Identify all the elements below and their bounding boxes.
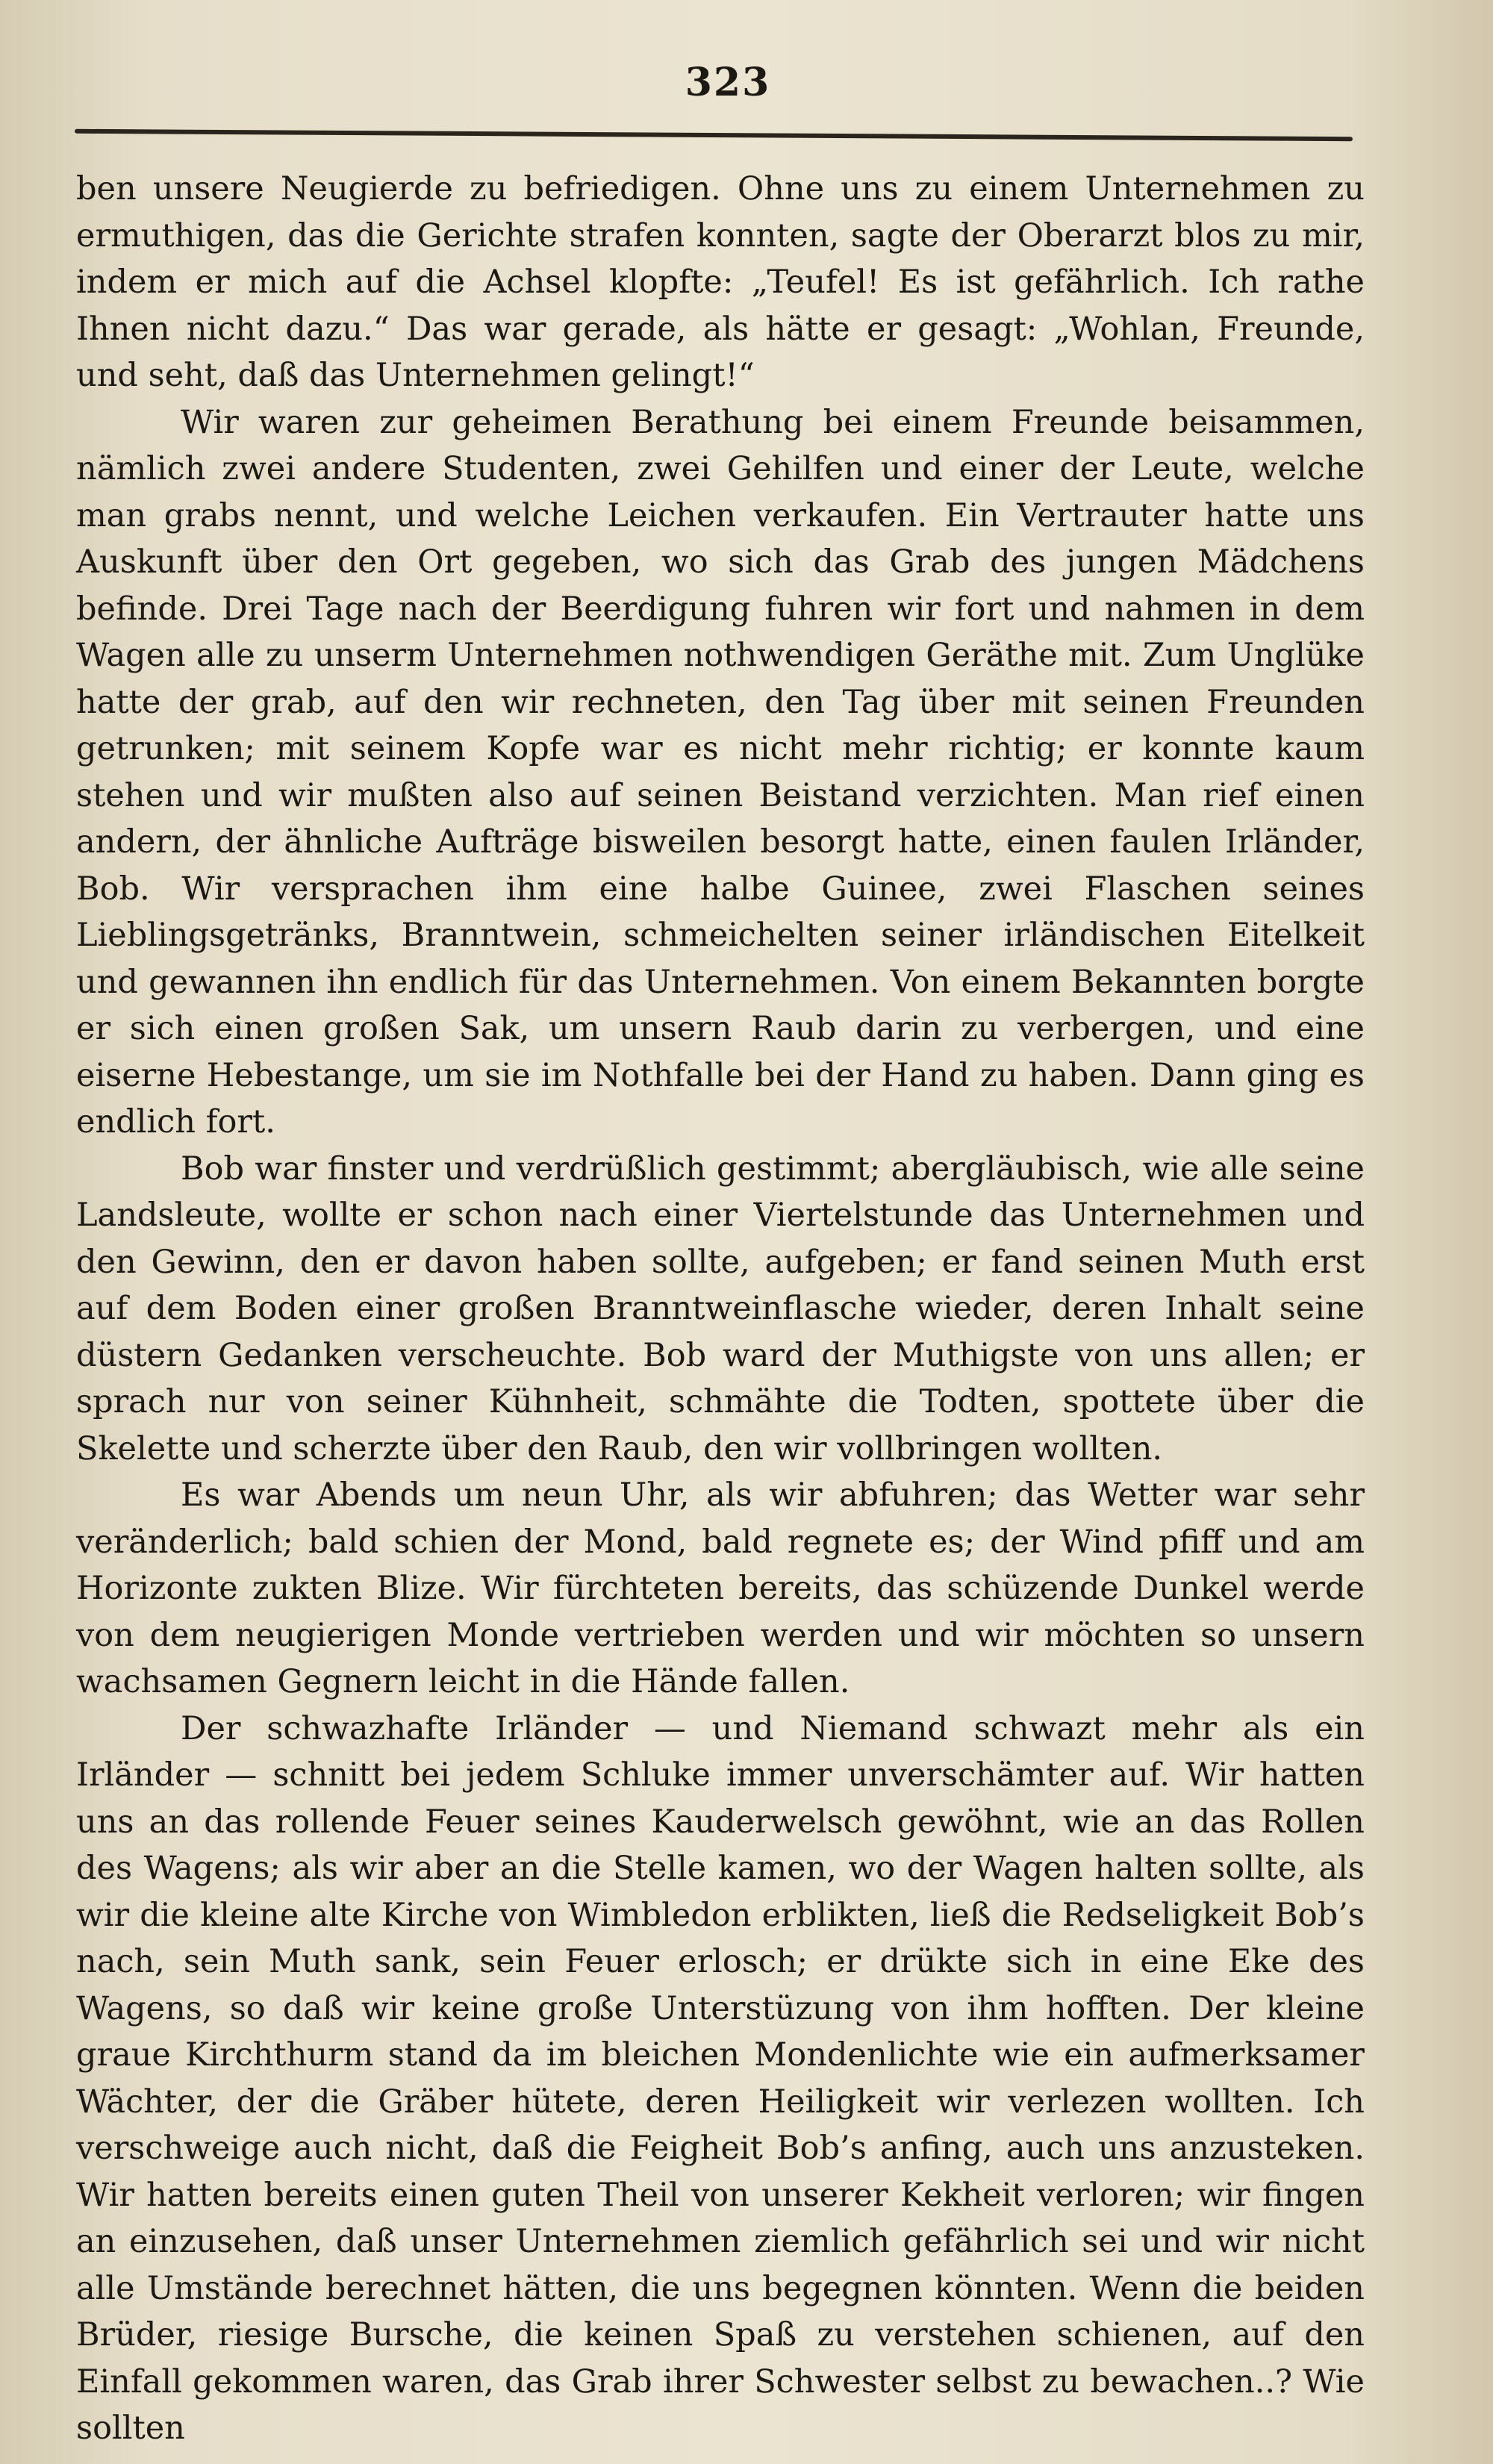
paragraph-5: Der schwazhafte Irländer — und Niemand schwazt mehr als ein Irländer — schnitt bei jedem Schluke immer unverschämter auf. Wir hatten uns an das rollende Feuer seines Kauderwelsch gewöhnt, wie an das Rollen des Wagens; als wir aber an die Stelle kamen, wo der Wagen halten sollte, als wir die kleine alte Kirche von Wimbledon erblikten, ließ die Redseligkeit Bob’s nach, sein Muth sank, sein Feuer erlosch; er drükte sich in eine Eke des Wagens, so daß wir keine große Unterstüzung von ihm hofften. Der kleine graue Kirchthurm stand da im bleichen Mondenlichte wie ein aufmerksamer Wächter, der die Gräber hütete, deren Heiligkeit wir verlezen wollten. Ich verschweige auch nicht, daß die Feigheit Bob’s anfing, auch uns anzusteken. Wir hatten bereits einen guten Theil von unserer Kekheit verloren; wir fingen an einzusehen, daß unser Unternehmen ziemlich gefährlich sei und wir nicht alle Umstände berechnet hätten, die uns begegnen könnten. Wenn die beiden Brüder, riesige Bursche, die keinen Spaß zu verstehen schienen, auf den Einfall gekommen waren, das Grab ihrer Schwester selbst zu bewachen..? Wie sollten (76, 1709, 1365, 2447)
page-number: 323 (685, 60, 771, 105)
body-text (76, 166, 1365, 2452)
paragraph-3: Bob war finster und verdrüßlich gestimmt; abergläubisch, wie alle seine Landsleute, wollte er schon nach einer Viertelstunde das Unternehmen und den Gewinn, den er davon haben sollte, aufgeben; er fand seinen Muth erst auf dem Boden einer großen Branntweinflasche wieder, deren Inhalt seine düstern Gedanken verscheuchte. Bob ward der Muthigste von uns allen; er sprach nur von seiner Kühnheit, schmähte die Todten, spottete über die Skelette und scherzte über den Raub, den wir vollbringen wollten. (76, 1150, 1365, 1468)
header-rule (75, 129, 1353, 141)
paragraph-4: Es war Abends um neun Uhr, als wir abfuhren; das Wetter war sehr veränderlich; bald schien der Mond, bald regnete es; der Wind pfiff und am Horizonte zukten Blize. Wir fürchteten bereits, das schüzende Dunkel werde von dem neugierigen Monde vertrieben werden und wir möchten so unsern wachsamen Gegnern leicht in die Hände fallen. (76, 1476, 1365, 1700)
paragraph-2: Wir waren zur geheimen Berathung bei einem Freunde beisammen, nämlich zwei andere Studenten, zwei Gehilfen und einer der Leute, welche man grabs nennt, und welche Leichen verkaufen. Ein Vertrauter hatte uns Auskunft über den Ort gegeben, wo sich das Grab des jungen Mädchens befinde. Drei Tage nach der Beerdigung fuhren wir fort und nahmen in dem Wagen alle zu unserm Unternehmen nothwendigen Geräthe mit. Zum Unglüke hatte der grab, auf den wir rechneten, den Tag über mit seinen Freunden getrunken; mit seinem Kopfe war es nicht mehr richtig; er konnte kaum stehen und wir mußten also auf seinen Beistand verzichten. Man rief einen andern, der ähnliche Aufträge bisweilen besorgt hatte, einen faulen Irländer, Bob. Wir versprachen ihm eine halbe Guinee, zwei Flaschen seines Lieblingsgetränks, Branntwein, schmeichelten seiner irländischen Eitelkeit und gewannen ihn endlich für das Unternehmen. Von einem Bekannten borgte er sich einen großen Sak, um unsern Raub darin zu verbergen, und eine eiserne Hebestange, um sie im Nothfalle bei der Hand zu haben. Dann ging es endlich fort. (76, 403, 1365, 1141)
paragraph-1: ben unsere Neugierde zu befriedigen. Ohne uns zu einem Unternehmen zu ermuthigen, das die Gerichte strafen konnten, sagte der Oberarzt blos zu mir, indem er mich auf die Achsel klopfte: „Teufel! Es ist gefährlich. Ich rathe Ihnen nicht dazu.“ Das war gerade, als hätte er gesagt: „Wohlan, Freunde, und seht, daß das Unternehmen gelingt!“ (76, 170, 1365, 394)
